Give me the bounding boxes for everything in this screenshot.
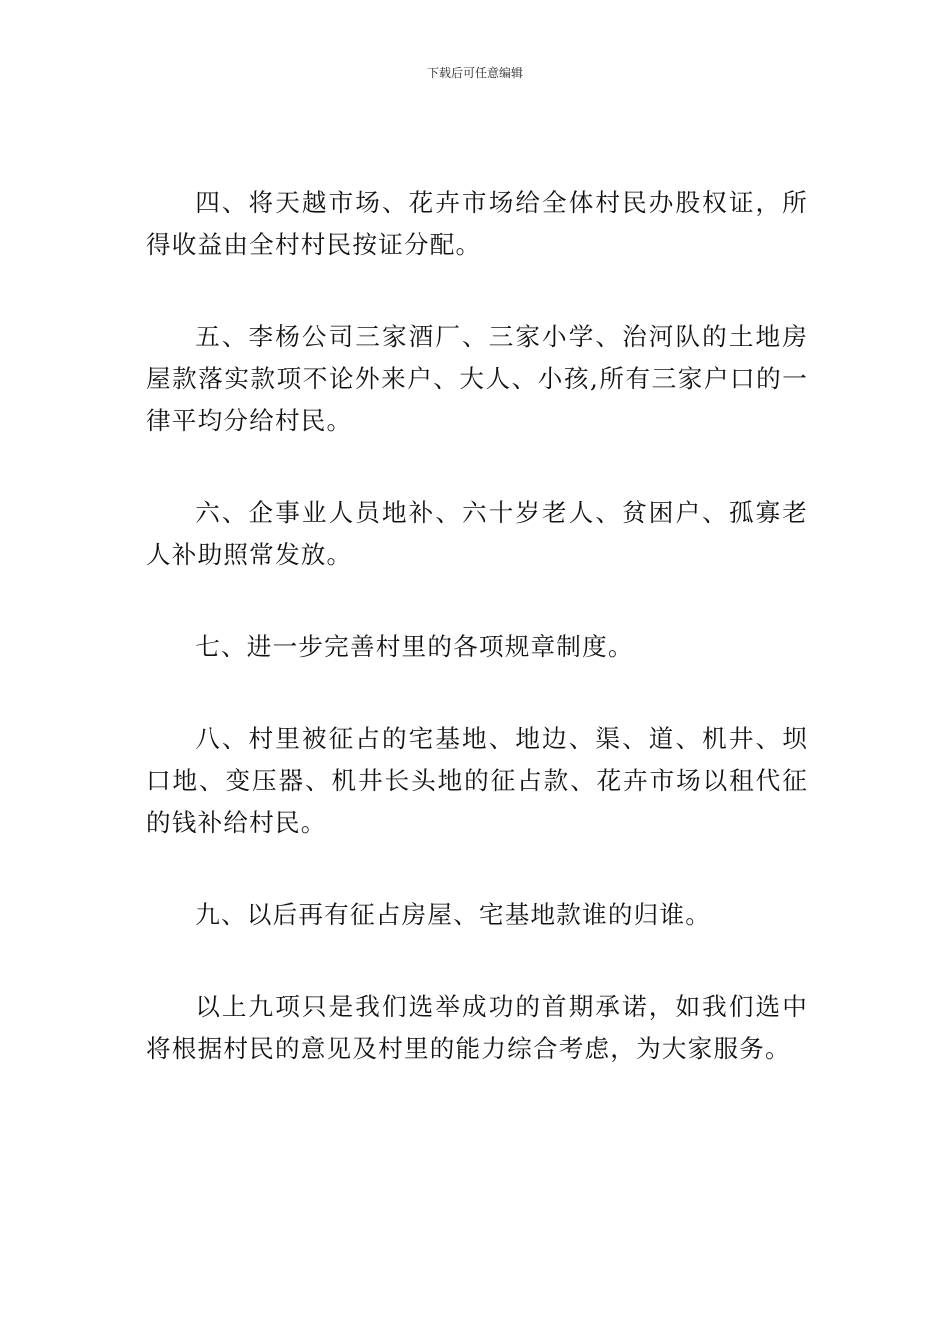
document-body: [146, 182, 808, 1120]
paragraph-item-4: 四、将天越市场、花卉市场给全体村民办股权证，所得收益由全村村民按证分配。: [146, 188, 808, 259]
paragraph-item-6: 六、企事业人员地补、六十岁老人、贫困户、孤寡老人补助照常发放。: [146, 498, 808, 569]
paragraph-item-8: 八、村里被征占的宅基地、地边、渠、道、机井、坝口地、变压器、机井长头地的征占款、花卉市场以租代征的钱补给村民。: [146, 724, 808, 837]
paragraph-item-5: 五、李杨公司三家酒厂、三家小学、治河队的土地房屋款落实款项不论外来户、大人、小孩,所有三家户口的一律平均分给村民。: [146, 322, 808, 435]
page-header: 下载后可任意编辑: [426, 66, 523, 80]
paragraph-item-7: 七、进一步完善村里的各项规章制度。: [195, 632, 634, 661]
paragraph-item-9: 九、以后再有征占房屋、宅基地款谁的归谁。: [195, 900, 712, 929]
paragraph-summary: 以上九项只是我们选举成功的首期承诺，如我们选中将根据村民的意见及村里的能力综合考虑，为大家服务。: [146, 992, 808, 1063]
